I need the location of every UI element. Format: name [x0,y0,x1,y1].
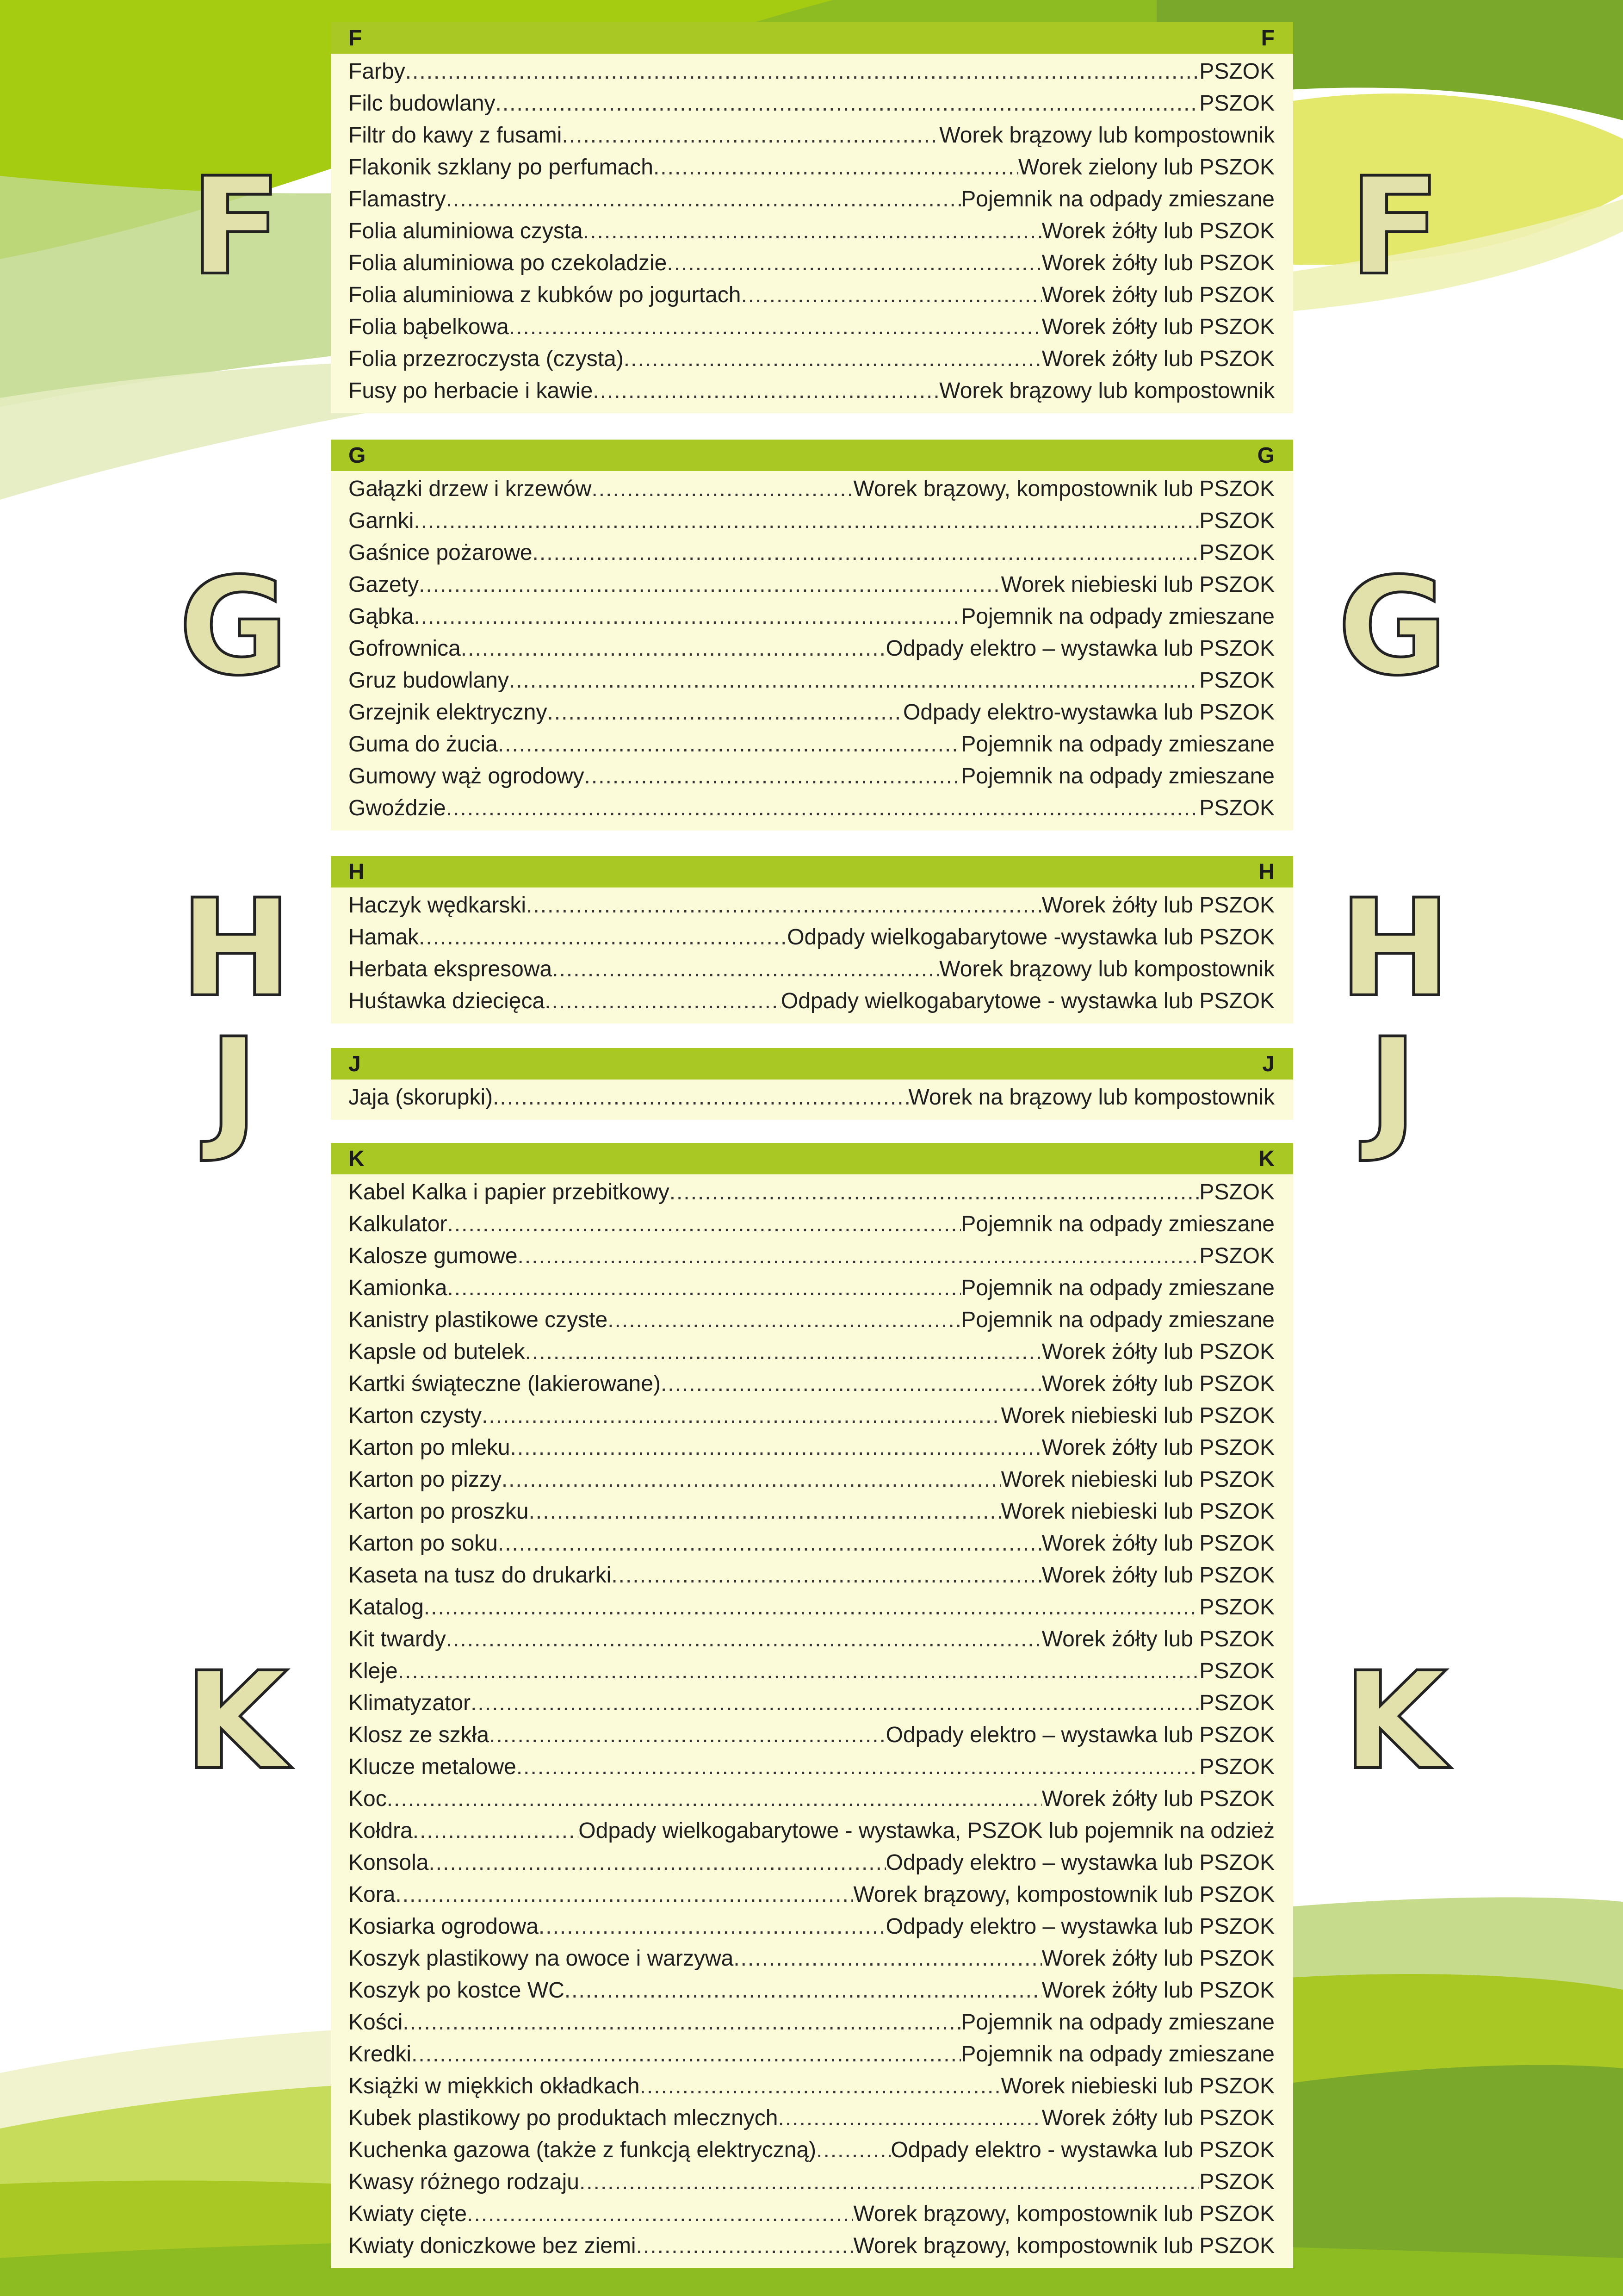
item-destination: Pojemnik na odpady zmieszane [961,732,1275,757]
list-item [331,1911,1293,1942]
dot-leader [584,760,961,792]
item-destination: Odpady wielkogabarytowe - wystawka lub PSZOK [781,989,1275,1013]
item-name: Koszyk plastikowy na owoce i warzywa [348,1946,734,1971]
item-name: Książki w miękkich okładkach [348,2074,640,2098]
letter-j-right-icon [1323,1010,1462,1166]
item-destination: Worek żółty lub PSZOK [1041,1531,1275,1556]
svg-text:F: F [190,149,282,305]
list-item [331,1432,1293,1464]
item-name: Karton po mleku [348,1435,510,1460]
list-item [331,1591,1293,1623]
item-name: Kaseta na tusz do drukarki [348,1563,612,1588]
list-item [331,2166,1293,2198]
dot-leader [778,2102,1041,2134]
item-name: Grzejnik elektryczny [348,700,547,725]
item-name: Klimatyzator [348,1691,471,1715]
dot-leader [533,537,1200,569]
dot-leader [403,2006,961,2038]
letter-f-left-icon [167,149,305,305]
item-name: Kapsle od butelek [348,1340,525,1364]
dot-leader [395,1879,853,1911]
item-destination: PSZOK [1199,1691,1275,1715]
dot-leader [419,921,787,953]
dot-leader [529,1496,1001,1527]
item-name: Kwiaty doniczkowe bez ziemi [348,2234,636,2258]
dot-leader [495,87,1199,119]
list-item [331,2006,1293,2038]
item-destination: Worek brązowy lub kompostownik [939,123,1275,148]
section-header [331,440,1293,471]
item-name: Gumowy wąż ogrodowy [348,764,584,788]
list-item [331,633,1293,664]
item-name: Kwiaty cięte [348,2202,467,2226]
svg-text:G: G [178,549,289,705]
item-name: Kleje [348,1659,398,1683]
dot-leader [467,2198,853,2230]
section-h [331,856,1293,1024]
section-letter-left: G [348,443,366,468]
item-destination: PSZOK [1199,668,1275,693]
item-destination: Worek żółty lub PSZOK [1041,1371,1275,1396]
dot-leader [411,2038,961,2070]
item-destination: Worek żółty lub PSZOK [1041,1946,1275,1971]
list-item [331,1559,1293,1591]
item-list [331,1080,1293,1120]
dot-leader [509,664,1199,696]
item-destination: Pojemnik na odpady zmieszane [961,1276,1275,1300]
list-item [331,1751,1293,1783]
item-destination: Worek żółty lub PSZOK [1041,893,1275,918]
dot-leader [593,375,939,407]
item-destination: Odpady elektro – wystawka lub PSZOK [886,1914,1275,1939]
letter-g-left-icon [164,549,303,705]
item-name: Kredki [348,2042,412,2066]
item-name: Fusy po herbacie i kawie [348,379,593,403]
list-item [331,87,1293,119]
section-letter-right: H [1258,859,1275,884]
svg-text:J: J [209,1010,259,1166]
item-name: Gąbka [348,604,414,629]
dot-leader [447,1208,961,1240]
item-destination: Worek żółty lub PSZOK [1041,251,1275,275]
item-name: Kartki świąteczne (lakierowane) [348,1371,661,1396]
letter-f-right-icon [1326,149,1464,305]
item-name: Kuchenka gazowa (także z funkcją elektryczną) [348,2138,817,2162]
section-header [331,22,1293,54]
section-letter-left: H [348,859,365,884]
dot-leader [489,1719,886,1751]
item-name: Guma do żucia [348,732,498,757]
dot-leader [498,728,961,760]
item-destination: Worek żółty lub PSZOK [1041,315,1275,339]
dot-leader [539,1911,886,1942]
item-destination: PSZOK [1199,796,1275,820]
letter-k-right-icon [1326,1644,1464,1800]
item-destination: PSZOK [1199,1180,1275,1204]
item-name: Farby [348,59,405,84]
list-item [331,1783,1293,1815]
list-item [331,343,1293,375]
item-destination: Worek brązowy lub kompostownik [939,379,1275,403]
dot-leader [667,247,1041,279]
item-name: Kabel Kalka i papier przebitkowy [348,1180,669,1204]
item-destination: PSZOK [1199,509,1275,533]
svg-text:K: K [1343,1644,1447,1800]
dot-leader [611,1559,1041,1591]
item-destination: Pojemnik na odpady zmieszane [961,2010,1275,2035]
dot-leader [398,1655,1200,1687]
item-name: Haczyk wędkarski [348,893,527,918]
item-name: Kalosze gumowe [348,1244,518,1268]
list-item [331,1847,1293,1879]
dot-leader [446,183,961,215]
item-destination: Worek na brązowy lub kompostownik [908,1085,1275,1110]
item-destination: Worek żółty lub PSZOK [1041,1627,1275,1651]
item-name: Gaśnice pożarowe [348,540,533,565]
list-item [331,2134,1293,2166]
dot-leader [498,1527,1042,1559]
list-item [331,505,1293,537]
list-item [331,1942,1293,1974]
item-destination: Pojemnik na odpady zmieszane [961,2042,1275,2066]
section-header [331,1048,1293,1080]
list-item [331,1719,1293,1751]
item-name: Kanistry plastikowe czyste [348,1308,608,1332]
item-name: Karton po soku [348,1531,498,1556]
item-destination: Worek żółty lub PSZOK [1041,347,1275,371]
item-destination: Pojemnik na odpady zmieszane [961,604,1275,629]
list-item [331,247,1293,279]
item-destination: PSZOK [1199,59,1275,84]
item-name: Koc [348,1787,387,1811]
list-item [331,1336,1293,1368]
list-item [331,56,1293,87]
dot-leader [414,505,1199,537]
item-name: Folia aluminiowa z kubków po jogurtach [348,283,741,307]
dot-leader [413,1815,579,1847]
item-destination: Worek niebieski lub PSZOK [1001,1467,1275,1492]
item-destination: Pojemnik na odpady zmieszane [961,1308,1275,1332]
dot-leader [510,1432,1042,1464]
section-header [331,856,1293,887]
list-item [331,569,1293,601]
item-destination: Odpady wielkogabarytowe - wystawka, PSZOK lub pojemnik na odzież [578,1818,1275,1843]
item-name: Folia aluminiowa po czekoladzie [348,251,667,275]
item-name: Kości [348,2010,403,2035]
dot-leader [741,279,1041,311]
dot-leader [562,119,939,151]
list-item [331,473,1293,505]
list-item [331,1272,1293,1304]
svg-text:H: H [180,871,292,1027]
list-item [331,311,1293,343]
dot-leader [525,1336,1042,1368]
item-list [331,471,1293,831]
letter-k-left-icon [167,1644,305,1800]
list-item [331,601,1293,633]
item-destination: Worek brązowy, kompostownik lub PSZOK [853,2234,1275,2258]
list-item [331,1879,1293,1911]
section-letter-left: K [348,1146,365,1171]
item-name: Katalog [348,1595,424,1620]
item-name: Gruz budowlany [348,668,509,693]
dot-leader [669,1176,1200,1208]
list-item [331,1815,1293,1847]
item-name: Kalkulator [348,1212,447,1236]
item-name: Karton czysty [348,1403,482,1428]
item-name: Gazety [348,572,419,597]
item-destination: Odpady elektro - wystawka lub PSZOK [891,2138,1275,2162]
item-destination: Worek żółty lub PSZOK [1041,1787,1275,1811]
item-name: Folia bąbelkowa [348,315,509,339]
item-name: Flamastry [348,187,446,211]
section-letter-right: G [1257,443,1275,468]
dot-leader [446,1623,1042,1655]
dot-leader [607,1304,961,1336]
dot-leader [564,1974,1042,2006]
list-item [331,2230,1293,2262]
item-name: Klosz ze szkła [348,1723,489,1747]
svg-text:J: J [1368,1010,1418,1166]
item-name: Kosiarka ogrodowa [348,1914,539,1939]
svg-text:K: K [184,1644,288,1800]
dot-leader [405,56,1200,87]
item-name: Filc budowlany [348,91,496,116]
list-item [331,375,1293,407]
dot-leader [447,1272,961,1304]
dot-leader [526,889,1042,921]
dot-leader [471,1687,1199,1719]
letter-h-left-icon [167,871,305,1027]
item-destination: Pojemnik na odpady zmieszane [961,1212,1275,1236]
item-destination: PSZOK [1199,2170,1275,2194]
item-destination: Odpady elektro – wystawka lub PSZOK [886,636,1275,661]
item-destination: Worek brązowy, kompostownik lub PSZOK [853,2202,1275,2226]
list-item [331,889,1293,921]
item-destination: PSZOK [1199,1755,1275,1779]
section-j [331,1048,1293,1120]
list-item [331,2198,1293,2230]
list-item [331,1527,1293,1559]
list-item [331,1687,1293,1719]
item-destination: Worek niebieski lub PSZOK [1001,572,1275,597]
section-header [331,1143,1293,1174]
item-destination: Worek żółty lub PSZOK [1041,219,1275,243]
list-item [331,1974,1293,2006]
item-name: Herbata ekspresowa [348,957,552,981]
item-destination: PSZOK [1199,1244,1275,1268]
section-letter-left: J [348,1051,361,1076]
list-item [331,1655,1293,1687]
dot-leader [518,1240,1200,1272]
list-item [331,2038,1293,2070]
dot-leader [509,311,1042,343]
section-letter-right: F [1261,25,1275,50]
item-destination: Worek brązowy, kompostownik lub PSZOK [853,477,1275,501]
letter-g-right-icon [1323,549,1462,705]
dot-leader [640,2070,1001,2102]
list-item [331,215,1293,247]
list-item [331,2102,1293,2134]
item-list [331,54,1293,413]
list-item [331,1304,1293,1336]
dot-leader [461,633,886,664]
item-name: Kołdra [348,1818,413,1843]
item-name: Jaja (skorupki) [348,1085,493,1110]
dot-leader [552,953,939,985]
list-item [331,728,1293,760]
list-item [331,151,1293,183]
item-destination: PSZOK [1199,1595,1275,1620]
item-destination: Worek zielony lub PSZOK [1018,155,1275,180]
item-name: Filtr do kawy z fusami [348,123,562,148]
list-item [331,985,1293,1017]
list-item [331,1496,1293,1527]
item-name: Klucze metalowe [348,1755,516,1779]
item-name: Kamionka [348,1276,447,1300]
item-destination: Odpady elektro – wystawka lub PSZOK [886,1850,1275,1875]
list-item [331,537,1293,569]
dot-leader [636,2230,854,2262]
item-name: Kubek plastikowy po produktach mlecznych [348,2106,778,2130]
item-name: Gofrownica [348,636,461,661]
list-item [331,696,1293,728]
item-destination: Pojemnik na odpady zmieszane [961,187,1275,211]
list-item [331,1464,1293,1496]
dot-leader [661,1368,1042,1400]
item-name: Flakonik szklany po perfumach [348,155,653,180]
list-item [331,953,1293,985]
dot-leader [493,1081,908,1113]
list-item [331,1176,1293,1208]
item-name: Hamak [348,925,419,949]
list-item [331,183,1293,215]
letter-h-right-icon [1326,871,1464,1027]
item-destination: Worek żółty lub PSZOK [1041,1563,1275,1588]
dot-leader [424,1591,1200,1623]
item-name: Gwoździe [348,796,446,820]
dot-leader [583,215,1042,247]
item-name: Kwasy różnego rodzaju [348,2170,579,2194]
section-letter-left: F [348,25,362,50]
dot-leader [624,343,1042,375]
item-name: Garnki [348,509,414,533]
item-destination: Worek żółty lub PSZOK [1041,2106,1275,2130]
dot-leader [446,792,1200,824]
dot-leader [591,473,853,505]
item-destination: Worek żółty lub PSZOK [1041,283,1275,307]
list-item [331,1368,1293,1400]
list-item [331,1623,1293,1655]
dot-leader [502,1464,1001,1496]
item-name: Kora [348,1882,396,1907]
svg-text:G: G [1337,549,1448,705]
item-name: Kit twardy [348,1627,446,1651]
dot-leader [414,601,961,633]
list-item [331,119,1293,151]
item-list [331,887,1293,1024]
dot-leader [419,569,1001,601]
section-letter-right: J [1262,1051,1275,1076]
item-destination: Worek żółty lub PSZOK [1041,1340,1275,1364]
list-item [331,1240,1293,1272]
item-destination: Odpady elektro-wystawka lub PSZOK [903,700,1275,725]
list-item [331,1208,1293,1240]
section-f [331,22,1293,413]
dot-leader [816,2134,891,2166]
list-item [331,1400,1293,1432]
list-item [331,279,1293,311]
item-destination: Odpady elektro – wystawka lub PSZOK [886,1723,1275,1747]
list-item [331,921,1293,953]
list-item [331,664,1293,696]
item-destination: Worek niebieski lub PSZOK [1001,1403,1275,1428]
item-destination: Pojemnik na odpady zmieszane [961,764,1275,788]
list-item [331,760,1293,792]
item-destination: Worek niebieski lub PSZOK [1001,2074,1275,2098]
section-letter-right: K [1258,1146,1275,1171]
dot-leader [579,2166,1199,2198]
item-name: Karton po pizzy [348,1467,502,1492]
item-destination: Worek brązowy, kompostownik lub PSZOK [853,1882,1275,1907]
dot-leader [545,985,781,1017]
item-name: Konsola [348,1850,429,1875]
svg-text:H: H [1338,871,1451,1027]
list-item [331,2070,1293,2102]
dot-leader [482,1400,1001,1432]
item-destination: Odpady wielkogabarytowe -wystawka lub PSZOK [787,925,1275,949]
section-k [331,1143,1293,2268]
list-item [331,792,1293,824]
item-destination: Worek żółty lub PSZOK [1041,1978,1275,2003]
dot-leader [516,1751,1199,1783]
letter-j-left-icon [164,1010,303,1166]
dot-leader [547,696,903,728]
item-destination: PSZOK [1199,91,1275,116]
item-destination: PSZOK [1199,540,1275,565]
dot-leader [733,1942,1041,1974]
item-destination: Worek brązowy lub kompostownik [939,957,1275,981]
item-name: Folia przezroczysta (czysta) [348,347,624,371]
item-name: Folia aluminiowa czysta [348,219,583,243]
dot-leader [428,1847,886,1879]
item-name: Huśtawka dziecięca [348,989,545,1013]
item-name: Gałązki drzew i krzewów [348,477,592,501]
section-g [331,440,1293,831]
item-name: Koszyk po kostce WC [348,1978,564,2003]
dot-leader [653,151,1018,183]
dot-leader [387,1783,1042,1815]
item-destination: PSZOK [1199,1659,1275,1683]
list-item [331,1081,1293,1113]
item-name: Karton po proszku [348,1499,529,1524]
item-list [331,1174,1293,2268]
svg-text:F: F [1349,149,1441,305]
item-destination: Worek żółty lub PSZOK [1041,1435,1275,1460]
item-destination: Worek niebieski lub PSZOK [1001,1499,1275,1524]
